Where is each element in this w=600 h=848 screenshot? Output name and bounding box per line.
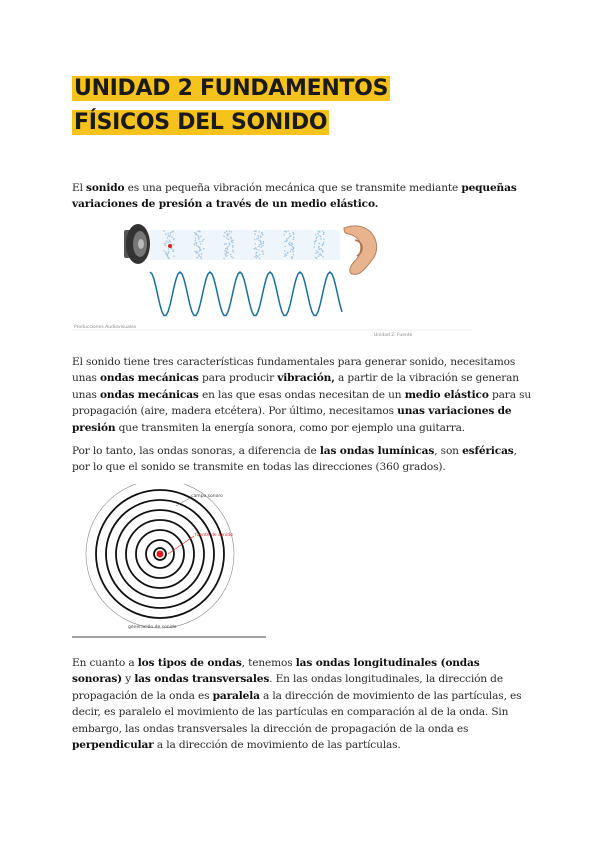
bold-text: paralela [212, 689, 260, 702]
bold-text: vibración, [277, 372, 335, 385]
text-run: a la dirección de movimiento de las partículas. [153, 739, 401, 752]
text-run: a partir de la vibración se generan unas [72, 372, 519, 401]
text-run: El [72, 182, 87, 194]
page-title-text: UNIDAD 2 FUNDAMENTOS FÍSICOS DEL SONIDO [74, 76, 389, 135]
paragraph-spherical [72, 443, 532, 476]
figure-caption-right: Unidad 2. Fuente [374, 333, 413, 338]
particle-marker [168, 244, 172, 248]
bold-text: perpendicular [72, 739, 154, 752]
sound-field-figure [72, 484, 268, 640]
bold-text: pequeñas variaciones de presión a través de un medio elástico. [72, 182, 517, 211]
text-run: , son [434, 445, 463, 457]
text-run: para su propagación (aire, madera etcétera). Por último, necesitamos [72, 388, 532, 418]
sine-wave [150, 272, 342, 316]
text-run: , tenemos [241, 657, 296, 669]
ear-icon [344, 226, 377, 274]
label-sound-generation: generación de sonido [128, 625, 177, 630]
text-run: que transmiten la energía sonora, como por ejemplo una guitarra. [115, 421, 466, 434]
text-run: Por lo tanto, las ondas sonoras, a diferencia de [72, 445, 320, 457]
text-run: es una pequeña vibración mecánica que se transmite mediante [124, 182, 462, 194]
label-sound-field: campo sonoro [191, 494, 223, 499]
text-run: para producir [198, 372, 278, 385]
bold-text: los tipos de ondas [137, 657, 242, 669]
sound-source-dot [157, 551, 164, 558]
text-run: En cuanto a [72, 657, 138, 669]
speaker-icon [124, 224, 150, 264]
label-sound-source: fuente de sonido [195, 533, 233, 538]
bold-text: ondas mecánicas [100, 372, 199, 385]
bold-text: esféricas [462, 445, 514, 457]
text-run: . En las ondas longitudinales, la dirección de propagación de la onda es [72, 673, 503, 702]
text-run: y [122, 673, 135, 686]
paragraph-wave-types [72, 655, 532, 753]
bold-text: sonido [86, 182, 125, 194]
sound-wave-figure [72, 216, 472, 340]
bold-text: medio elástico [404, 388, 489, 401]
bold-text: unas variaciones de presión [72, 405, 512, 434]
figure-caption-left: Producciones Audiovisuales [74, 325, 137, 330]
bold-text: ondas mecánicas [100, 388, 199, 401]
text-run: a la dirección de movimiento de las partículas, es decir, es paralelo el movimiento de las partículas en comparación al de la onda. Sin embargo, las ondas transversales la dirección de propagación de la onda es [72, 689, 522, 735]
paragraph-definition [72, 180, 532, 213]
bold-text: las ondas longitudinales (ondas sonoras) [72, 657, 480, 686]
text-run: , por lo que el sonido se transmite en todas las direcciones (360 grados). [72, 445, 517, 474]
text-run: en las que esas ondas necesitan de un [198, 388, 405, 401]
paragraph-characteristics [72, 354, 532, 436]
bold-text: las ondas transversales [134, 673, 270, 686]
bold-text: las ondas lumínicas [319, 445, 435, 457]
text-run: El sonido tiene tres características fundamentales para generar sonido, necesitamos unas [72, 356, 516, 385]
page-title [72, 72, 472, 140]
